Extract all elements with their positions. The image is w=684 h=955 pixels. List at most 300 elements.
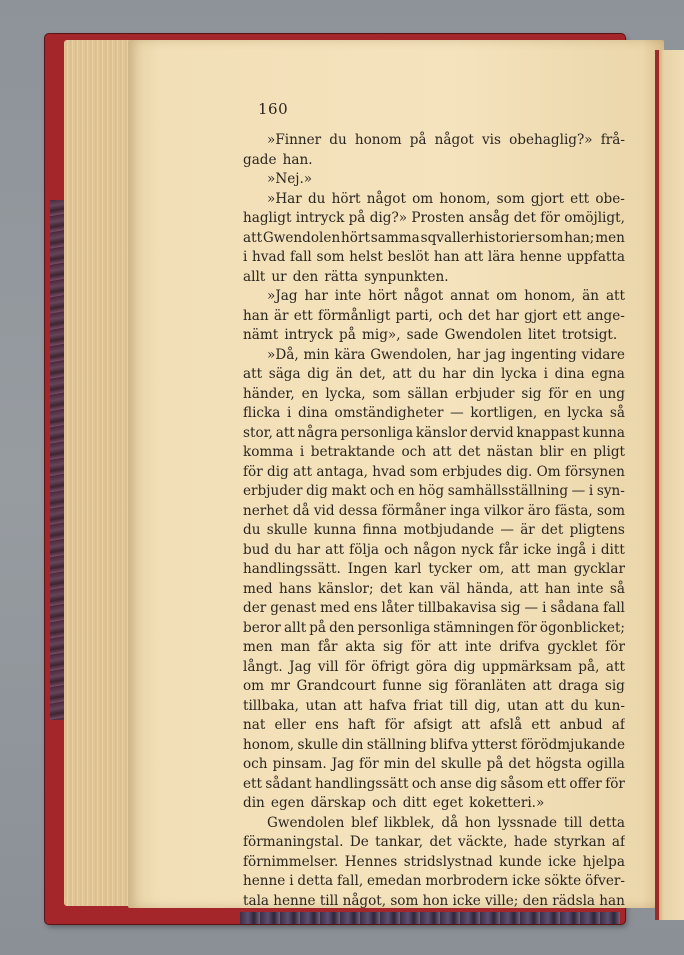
word: litet [528, 327, 556, 343]
word: att [243, 229, 263, 246]
word: till [319, 892, 339, 909]
word: har [296, 541, 321, 558]
word: ett [243, 775, 262, 792]
word: du [570, 697, 589, 714]
word: hade [513, 834, 548, 850]
word: Gwendolen [262, 229, 341, 246]
word: någon [413, 541, 457, 558]
word: Prosten [411, 210, 465, 226]
word: den [329, 619, 355, 636]
word: ytterst [471, 736, 518, 753]
word: blifva [430, 736, 469, 753]
word: tankar, [375, 834, 424, 850]
text-line [243, 619, 625, 639]
word: betraktande [310, 444, 395, 460]
word: omöjligt, [564, 210, 625, 226]
word: något [366, 190, 406, 207]
word: det, [359, 366, 386, 382]
word: syn- [596, 483, 625, 499]
word: om, [478, 561, 505, 577]
word: kunna [582, 424, 625, 441]
word: den [522, 892, 549, 909]
word: sig [500, 600, 521, 616]
word: kära [334, 346, 366, 363]
word: genast [270, 600, 317, 616]
word: känslor [415, 424, 467, 441]
word: ett [531, 717, 551, 733]
word: gycklet [547, 639, 598, 655]
word: i [287, 405, 292, 421]
word: och [369, 483, 395, 499]
word: koketteri.» [469, 795, 545, 811]
word: en [543, 405, 561, 421]
word: att [293, 463, 313, 480]
word: lyssnade [497, 814, 558, 831]
word: rädsla [552, 892, 596, 909]
word: och [243, 756, 268, 772]
word: att [432, 444, 452, 460]
text-line [243, 541, 625, 561]
text-line [243, 248, 625, 268]
word: blir [539, 444, 564, 460]
word: för [540, 210, 560, 226]
word: funne [382, 678, 422, 694]
word: väl [439, 580, 461, 597]
word: lycka [567, 405, 604, 421]
word: dig?» [369, 210, 408, 226]
word: blef [351, 814, 378, 831]
text-line [243, 190, 625, 210]
word: förnimmelser. [243, 853, 339, 870]
page-number: 160 [258, 100, 289, 118]
word: det [458, 444, 481, 460]
word: gjort [524, 307, 558, 324]
word: eller [274, 717, 306, 733]
word: det [429, 834, 452, 850]
word: skulle [297, 736, 339, 753]
word: jag [484, 346, 506, 363]
word: som [535, 229, 564, 246]
word: nyck [461, 541, 494, 558]
word: henne [273, 892, 316, 909]
word: om [496, 288, 518, 304]
word: såsom [500, 775, 544, 792]
word: lycka [500, 366, 537, 382]
word: och [411, 775, 437, 792]
word: som [496, 190, 525, 207]
word: icke [452, 892, 481, 909]
word: förmånligt [317, 307, 391, 324]
word: fall [603, 600, 625, 616]
word: kun- [594, 697, 625, 714]
word: att [438, 639, 458, 655]
word: än [335, 366, 353, 382]
word: sällan [407, 385, 449, 402]
word: som [390, 892, 419, 909]
word: dig. [506, 463, 533, 480]
word: handlingssätt. [243, 561, 341, 577]
word: ett [562, 307, 582, 324]
text-line [243, 151, 625, 171]
word: den [292, 268, 319, 285]
word: allt [283, 619, 307, 636]
word: på [486, 756, 504, 772]
word: i [299, 444, 305, 460]
word: finna [362, 522, 398, 538]
word: styrkan [553, 834, 606, 850]
word: samhällsställning [447, 483, 569, 499]
word: sade [406, 327, 439, 343]
word: har [442, 366, 466, 382]
word: än [582, 288, 600, 304]
word: sig [428, 678, 449, 694]
word: som [372, 385, 401, 402]
word: rätta [324, 268, 359, 285]
word: stor, [243, 424, 273, 441]
word: hafva [368, 697, 407, 714]
text-line [243, 229, 625, 249]
word: — [450, 405, 464, 421]
word: för [345, 658, 365, 675]
word: om [243, 678, 265, 694]
word: att [519, 580, 539, 597]
word: utan [507, 697, 539, 714]
word: vill [317, 658, 339, 675]
word: högsta [535, 756, 582, 772]
word: ung [598, 385, 625, 402]
word: kunna [313, 522, 357, 538]
text-line [243, 170, 625, 190]
word: förmåner [381, 502, 446, 519]
word: erbjudes [442, 463, 503, 480]
word: dina [554, 366, 585, 382]
word: man [280, 639, 311, 655]
word: sådana [550, 600, 600, 616]
word: stridslystnad [403, 853, 493, 870]
word: draga [558, 678, 599, 694]
word: sig [382, 639, 403, 655]
word: drifva [499, 639, 540, 655]
word: i [289, 873, 294, 889]
word: hon [465, 814, 491, 831]
word: din [243, 795, 265, 811]
text-line [243, 521, 625, 541]
word: har [495, 307, 519, 324]
word: på [339, 327, 356, 343]
word: gjort [530, 190, 564, 207]
word: en [570, 444, 587, 460]
text-line [243, 209, 625, 229]
word: får [498, 541, 519, 558]
word: på, [578, 658, 600, 675]
word: det [513, 210, 536, 226]
word: uppfatta [566, 249, 625, 265]
word: han [599, 892, 625, 909]
word: skulle [440, 756, 482, 772]
word: min [383, 756, 410, 772]
word: mr [270, 678, 290, 694]
word: låter [381, 600, 414, 616]
word: skulle [266, 522, 308, 538]
facing-page-edge [655, 50, 684, 920]
word: kan [408, 580, 434, 597]
word: inte [464, 639, 492, 655]
word: frå- [600, 132, 625, 148]
facing-page-spine [655, 50, 659, 920]
word: beror [243, 619, 281, 636]
word: i [588, 483, 594, 499]
text-line [243, 755, 625, 775]
word: del [414, 756, 436, 772]
word: emedan [366, 873, 422, 889]
text-line [243, 365, 625, 385]
word: till [563, 814, 583, 831]
word: vid [313, 502, 335, 519]
word: du [243, 522, 261, 538]
word: sig [604, 678, 625, 694]
text-line [243, 872, 625, 892]
word: ville; [484, 892, 519, 909]
word: ingenting [510, 346, 577, 363]
word: af [611, 834, 625, 850]
word: att [532, 678, 552, 694]
word: sig [521, 385, 542, 402]
word: motbjudande [403, 522, 495, 538]
word: »Finner [267, 132, 322, 148]
word: hans [278, 580, 312, 597]
word: förödmjukande [520, 736, 625, 753]
word: att [464, 249, 484, 265]
word: då [292, 502, 310, 519]
word: och [401, 444, 426, 460]
word: tillbakavisa [417, 600, 497, 616]
word: omständigheter [334, 405, 444, 421]
word: icke [512, 873, 541, 889]
text-line [243, 404, 625, 424]
word: annat [450, 288, 490, 304]
word: du [307, 190, 326, 207]
word: fästa, [554, 502, 593, 519]
word: handlingssätt [314, 775, 409, 792]
word: långt. [243, 658, 283, 675]
word: ditt [600, 541, 625, 558]
word: henne [519, 249, 562, 265]
text-line [243, 599, 625, 619]
word: ställning [366, 736, 427, 753]
word: får [317, 639, 338, 655]
word: för [243, 463, 263, 480]
text-line [243, 443, 625, 463]
word: »Nej.» [267, 171, 313, 187]
word: sqvallerhistorier [420, 229, 535, 246]
word: Ingen [347, 561, 388, 577]
word: detta [297, 873, 334, 889]
word: att [343, 697, 363, 714]
text-line [243, 677, 625, 697]
word: — [571, 483, 586, 499]
text-line [243, 716, 625, 736]
word: tillbaka, [243, 697, 299, 714]
word: ditt [402, 795, 427, 811]
word: det [541, 522, 564, 538]
word: hvad [372, 463, 406, 480]
word: Gwendolen [444, 327, 522, 343]
word: beslöt [387, 249, 430, 265]
word: henne [243, 873, 286, 889]
word: så [609, 405, 625, 421]
word: han; [564, 229, 595, 246]
word: hvad [252, 249, 286, 265]
word: bud [243, 541, 270, 558]
word: eget [432, 795, 464, 811]
word: morbrodern [425, 873, 509, 889]
text-line [243, 638, 625, 658]
word: ingå [556, 541, 587, 558]
word: säga [268, 366, 301, 382]
word: lära [487, 249, 515, 265]
word: dig [267, 463, 289, 480]
word: för [358, 756, 379, 772]
word: likblek, [384, 814, 435, 831]
word: — [500, 522, 514, 538]
word: nästan [486, 444, 534, 460]
word: sådant [265, 775, 312, 792]
word: försynen [564, 463, 625, 480]
word: dessa [338, 502, 378, 519]
word: ögonblicket; [539, 619, 625, 636]
word: på [348, 210, 366, 226]
word: och [372, 795, 397, 811]
word: flicka [243, 405, 281, 421]
word: i [542, 600, 547, 616]
word: på [409, 132, 427, 148]
word: gycklar [573, 561, 625, 577]
word: han [544, 580, 571, 597]
word: Jag [331, 756, 354, 772]
text-line [243, 463, 625, 483]
word: men [595, 229, 625, 246]
word: ur [271, 268, 287, 285]
word: inte [576, 580, 604, 597]
text-line [243, 502, 625, 522]
word: makt [331, 483, 367, 499]
word: akta [345, 639, 376, 655]
word: haft [348, 717, 376, 733]
word: hört [368, 288, 398, 304]
text-line [243, 268, 625, 288]
word: han [243, 307, 269, 324]
word: är [520, 522, 535, 538]
word: personliga [340, 424, 414, 441]
word: du [329, 132, 347, 148]
word: ansåg [468, 210, 510, 226]
word: för [548, 385, 569, 402]
word: att [392, 366, 412, 382]
word: stämningen [433, 619, 515, 636]
word: i [243, 249, 248, 265]
word: icke [523, 541, 552, 558]
word: dig, [474, 697, 501, 714]
word: för [410, 639, 431, 655]
word: hjelpa [582, 853, 625, 870]
word: dig [306, 483, 328, 499]
word: du [274, 541, 292, 558]
word: friat [413, 697, 443, 714]
word: därskap [310, 795, 366, 811]
text-line [243, 580, 625, 600]
word: men [243, 639, 273, 655]
word: nerhet [243, 502, 289, 519]
word: utan [305, 697, 337, 714]
word: att [511, 561, 531, 577]
word: der [243, 600, 267, 616]
word: personliga [357, 619, 431, 636]
word: i [543, 366, 548, 382]
word: pligtens [569, 522, 625, 538]
word: Gwendolen, [370, 346, 452, 363]
word: inga [450, 502, 480, 519]
word: att [605, 288, 625, 304]
word: honom, [439, 190, 491, 207]
word: göra [415, 658, 448, 675]
word: anse [439, 775, 472, 792]
word: för [605, 639, 625, 655]
word: offer [569, 775, 602, 792]
text-line [243, 346, 625, 366]
word: öfrigt [371, 658, 410, 675]
word: icke [548, 853, 577, 870]
word: parti, [395, 307, 433, 324]
word: till [449, 697, 468, 714]
word: pinsam. [272, 756, 327, 772]
word: honom [354, 132, 402, 148]
text-line [243, 287, 625, 307]
word: vilkor [484, 502, 524, 519]
word: förmaningstal. [243, 834, 344, 850]
word: gade [243, 151, 277, 168]
word: helst [349, 249, 383, 265]
word: man [537, 561, 567, 577]
word: dig [475, 775, 497, 792]
word: antaga, [316, 463, 368, 480]
word: Om [536, 463, 561, 480]
word: egna [591, 366, 625, 382]
text-line [243, 131, 625, 151]
word: detta [589, 814, 625, 831]
word: en [301, 385, 319, 402]
word: tala [243, 892, 270, 909]
word: något, [342, 892, 387, 909]
word: du [418, 366, 436, 382]
word: föranläten [454, 678, 527, 694]
word: han [433, 249, 460, 265]
word: samma [370, 229, 420, 246]
word: ange- [586, 307, 625, 324]
word: kunde [499, 853, 542, 870]
word: något [434, 132, 474, 148]
word: ens [315, 717, 339, 733]
word: afsigt [413, 717, 453, 733]
word: i [591, 541, 596, 558]
word: att [605, 658, 625, 675]
word: att [325, 541, 345, 558]
word: för [384, 717, 405, 733]
word: har [304, 288, 328, 304]
word: honom, [524, 288, 576, 304]
word: som [409, 463, 438, 480]
word: öfver- [584, 873, 625, 889]
word: några [297, 424, 338, 441]
